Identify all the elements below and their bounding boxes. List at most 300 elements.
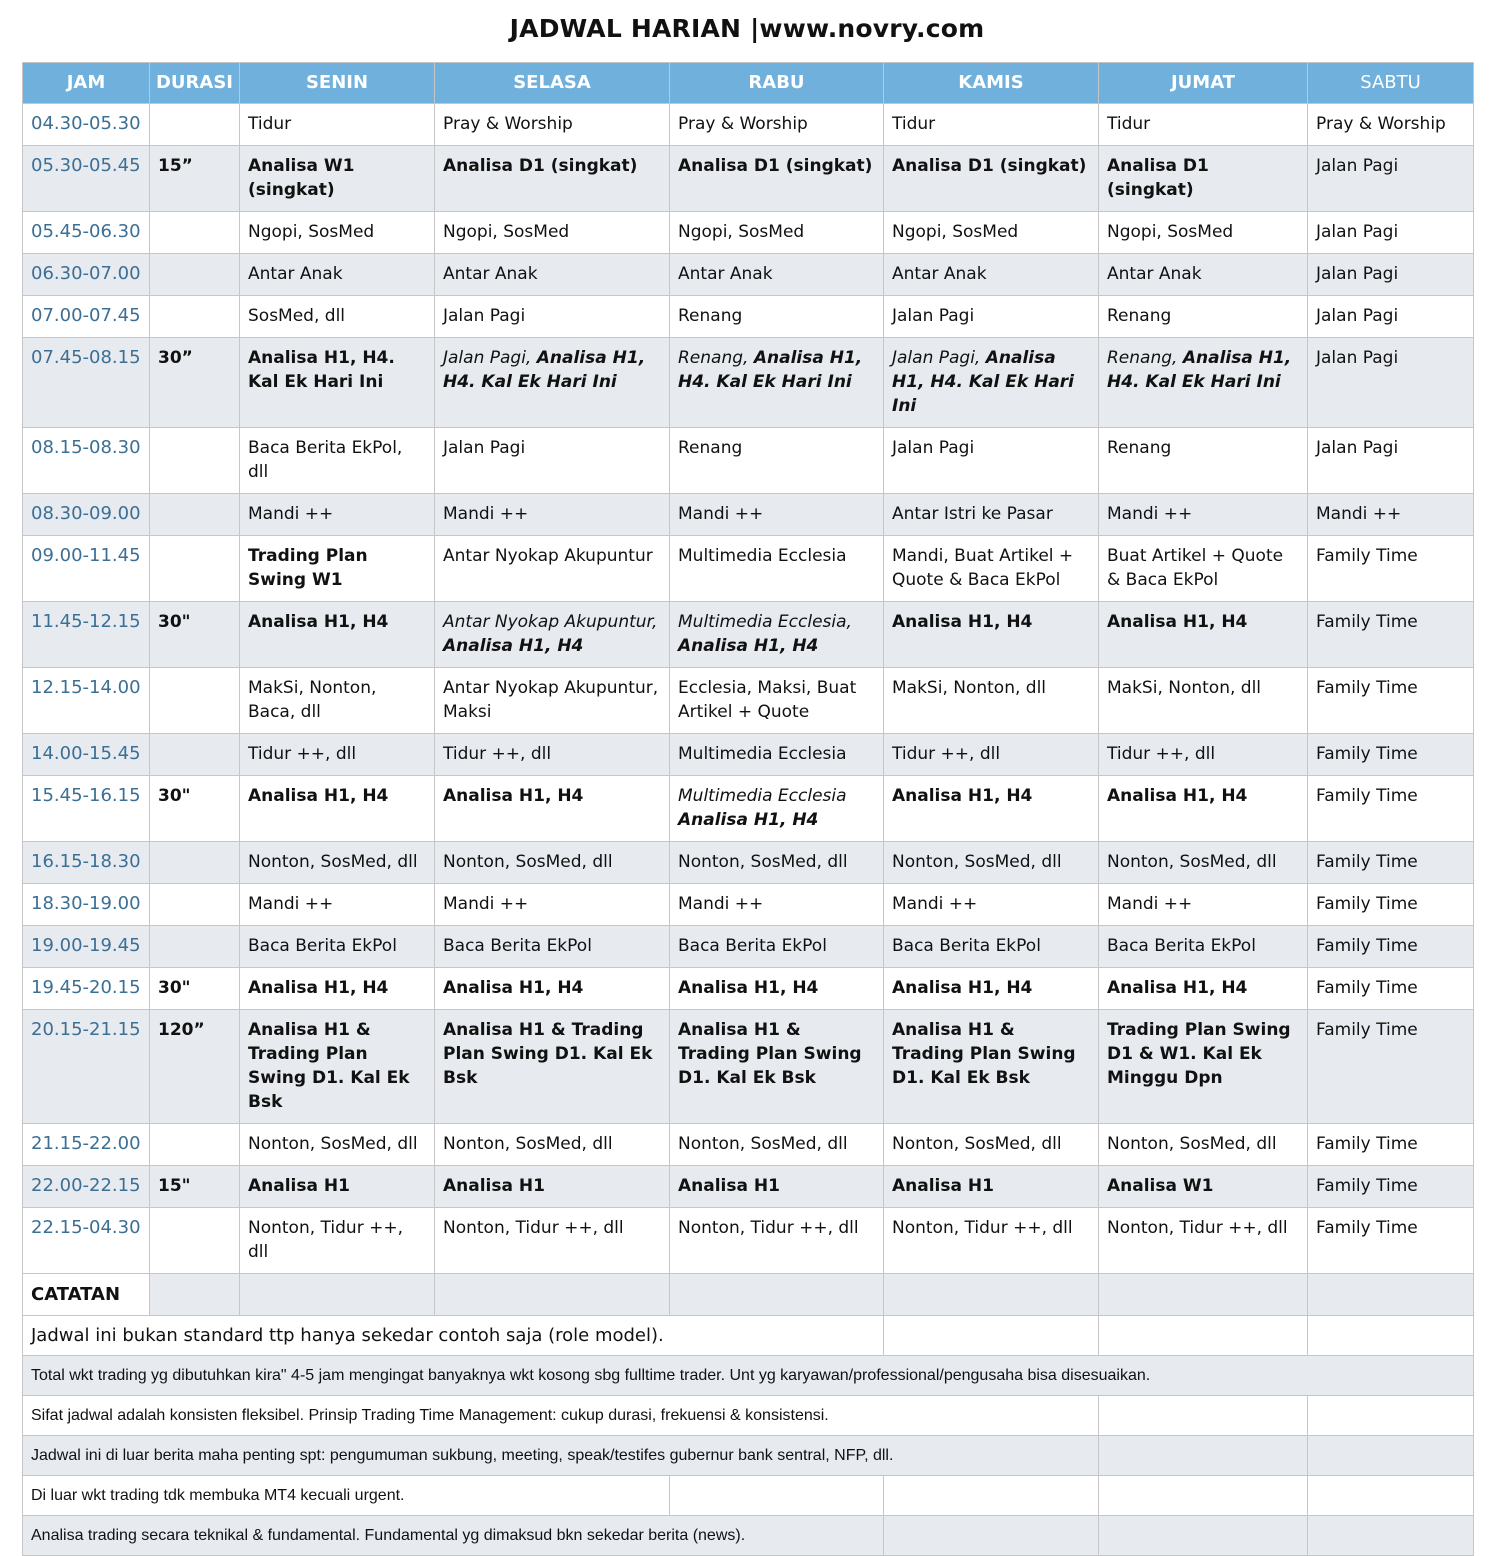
duration xyxy=(150,842,240,884)
activity-text: Jalan Pagi xyxy=(1316,264,1399,284)
activity-text: Trading Plan Swing W1 xyxy=(248,546,368,590)
activity-selasa xyxy=(435,104,670,146)
time-slot: 16.15-18.30 xyxy=(23,842,150,884)
activity-text: Nonton, Tidur ++, dll xyxy=(443,1218,624,1238)
note-row xyxy=(23,1316,1474,1356)
activity-text: Antar Anak xyxy=(892,264,987,284)
time-slot: 22.00-22.15 xyxy=(23,1166,150,1208)
col-header-jumat: JUMAT xyxy=(1099,63,1308,104)
activity-senin xyxy=(240,254,435,296)
activity-text: Renang xyxy=(1107,438,1172,458)
activity-rabu xyxy=(670,968,884,1010)
activity-jumat xyxy=(1099,494,1308,536)
activity-text: Family Time xyxy=(1316,1218,1418,1238)
activity-jumat xyxy=(1099,296,1308,338)
activity-selasa xyxy=(435,602,670,668)
activity-text: Analisa H1 xyxy=(892,1176,994,1196)
col-header-rabu: RABU xyxy=(670,63,884,104)
activity-sabtu xyxy=(1308,254,1474,296)
activity-kamis xyxy=(884,734,1099,776)
activity-kamis xyxy=(884,494,1099,536)
activity-text: Analisa H1, H4 xyxy=(248,612,389,632)
activity-senin xyxy=(240,1010,435,1124)
activity-text: Analisa H1, H4 xyxy=(443,786,584,806)
activity-senin xyxy=(240,296,435,338)
table-row xyxy=(23,494,1474,536)
activity-selasa xyxy=(435,494,670,536)
activity-text: Renang xyxy=(678,438,743,458)
activity-sabtu xyxy=(1308,926,1474,968)
col-header-jam: JAM xyxy=(23,63,150,104)
activity-jumat xyxy=(1099,212,1308,254)
activity-kamis xyxy=(884,428,1099,494)
activity-kamis xyxy=(884,1124,1099,1166)
activity-text: Antar Nyokap Akupuntur xyxy=(443,546,653,566)
activity-kamis xyxy=(884,212,1099,254)
note-text: Sifat jadwal adalah konsisten fleksibel. Prinsip Trading Time Management: cukup durasi, frekuensi & konsistensi. xyxy=(23,1396,1099,1436)
activity-text: Nonton, Tidur ++, dll xyxy=(248,1218,403,1262)
table-row xyxy=(23,1010,1474,1124)
activity-kamis xyxy=(884,338,1099,428)
activity-rabu xyxy=(670,104,884,146)
note-text: Jadwal ini di luar berita maha penting spt: pengumuman sukbung, meeting, speak/testifes gubernur bank sentral, NFP, dll. xyxy=(23,1436,1099,1476)
note-row xyxy=(23,1476,1474,1516)
catatan-row xyxy=(23,1274,1474,1316)
activity-text: Antar Anak xyxy=(678,264,773,284)
activity-rabu xyxy=(670,602,884,668)
activity-sabtu xyxy=(1308,734,1474,776)
activity-sabtu xyxy=(1308,146,1474,212)
activity-senin xyxy=(240,1124,435,1166)
table-row xyxy=(23,146,1474,212)
activity-sabtu xyxy=(1308,1124,1474,1166)
activity-selasa xyxy=(435,338,670,428)
duration xyxy=(150,104,240,146)
activity-text: Nonton, SosMed, dll xyxy=(678,1134,848,1154)
activity-text: SosMed, dll xyxy=(248,306,346,326)
empty-cell xyxy=(884,1516,1099,1556)
activity-text: Analisa D1 (singkat) xyxy=(443,156,638,176)
activity-selasa xyxy=(435,1010,670,1124)
empty-cell xyxy=(670,1476,884,1516)
activity-text: Antar Anak xyxy=(443,264,538,284)
activity-text: Jalan Pagi xyxy=(1316,156,1399,176)
activity-senin xyxy=(240,668,435,734)
time-slot: 04.30-05.30 xyxy=(23,104,150,146)
activity-jumat xyxy=(1099,842,1308,884)
activity-sabtu xyxy=(1308,1208,1474,1274)
activity-text: Analisa H1, H4. Kal Ek Hari Ini xyxy=(248,348,395,392)
activity-text: Renang, xyxy=(1107,348,1183,368)
table-row xyxy=(23,668,1474,734)
time-slot: 15.45-16.15 xyxy=(23,776,150,842)
activity-text: Jalan Pagi, xyxy=(892,348,986,368)
activity-text: Analisa H1 & Trading Plan Swing D1. Kal Ek Bsk xyxy=(678,1020,862,1088)
activity-senin xyxy=(240,104,435,146)
activity-sabtu xyxy=(1308,884,1474,926)
activity-text: MakSi, Nonton, dll xyxy=(1107,678,1262,698)
activity-text: Jalan Pagi xyxy=(892,306,975,326)
activity-text: Jalan Pagi xyxy=(1316,348,1399,368)
empty-cell xyxy=(435,1274,670,1316)
activity-jumat xyxy=(1099,1124,1308,1166)
activity-text: Mandi ++ xyxy=(248,504,334,524)
time-slot: 20.15-21.15 xyxy=(23,1010,150,1124)
schedule-table xyxy=(22,62,1474,1556)
duration xyxy=(150,494,240,536)
activity-text: Mandi, Buat Artikel + Quote & Baca EkPol xyxy=(892,546,1074,590)
activity-text: Analisa H1, H4. Kal Ek Hari Ini xyxy=(892,348,1075,416)
activity-text: Analisa H1, H4 xyxy=(443,636,584,656)
activity-jumat xyxy=(1099,338,1308,428)
table-row xyxy=(23,1124,1474,1166)
activity-senin xyxy=(240,926,435,968)
activity-kamis xyxy=(884,146,1099,212)
table-row xyxy=(23,1208,1474,1274)
activity-text: Family Time xyxy=(1316,612,1418,632)
activity-kamis xyxy=(884,668,1099,734)
activity-text: Analisa D1 (singkat) xyxy=(892,156,1087,176)
activity-text: Analisa H1, H4 xyxy=(678,978,819,998)
activity-text: Analisa H1 xyxy=(443,1176,545,1196)
activity-text: Mandi ++ xyxy=(678,894,764,914)
activity-text: Tidur xyxy=(248,114,292,134)
duration xyxy=(150,668,240,734)
empty-cell xyxy=(1099,1516,1308,1556)
activity-kamis xyxy=(884,296,1099,338)
activity-sabtu xyxy=(1308,1166,1474,1208)
activity-text: Multimedia Ecclesia, xyxy=(678,612,852,632)
activity-jumat xyxy=(1099,776,1308,842)
activity-text: Renang xyxy=(678,306,743,326)
activity-selasa xyxy=(435,1124,670,1166)
time-slot: 14.00-15.45 xyxy=(23,734,150,776)
activity-sabtu xyxy=(1308,842,1474,884)
activity-kamis xyxy=(884,1208,1099,1274)
activity-text: MakSi, Nonton, Baca, dll xyxy=(248,678,377,722)
activity-text: Analisa H1, H4 xyxy=(1107,978,1248,998)
activity-jumat xyxy=(1099,734,1308,776)
activity-text: Ngopi, SosMed xyxy=(443,222,570,242)
activity-selasa xyxy=(435,536,670,602)
time-slot: 12.15-14.00 xyxy=(23,668,150,734)
activity-jumat xyxy=(1099,968,1308,1010)
activity-kamis xyxy=(884,884,1099,926)
table-row xyxy=(23,536,1474,602)
activity-rabu xyxy=(670,296,884,338)
activity-selasa xyxy=(435,296,670,338)
note-text: Total wkt trading yg dibutuhkan kira" 4-5 jam mengingat banyaknya wkt kosong sbg fulltime trader. Unt yg karyawan/professional/pengusaha bisa disesuaikan. xyxy=(23,1356,1474,1396)
activity-text: Mandi ++ xyxy=(248,894,334,914)
activity-text: Analisa H1, H4 xyxy=(248,786,389,806)
activity-jumat xyxy=(1099,104,1308,146)
activity-kamis xyxy=(884,536,1099,602)
activity-sabtu xyxy=(1308,428,1474,494)
activity-text: Jalan Pagi xyxy=(443,438,526,458)
duration xyxy=(150,1124,240,1166)
activity-senin xyxy=(240,734,435,776)
activity-jumat xyxy=(1099,536,1308,602)
note-row xyxy=(23,1356,1474,1396)
activity-text: Analisa H1, H4 xyxy=(678,636,819,656)
activity-jumat xyxy=(1099,668,1308,734)
activity-sabtu xyxy=(1308,104,1474,146)
empty-cell xyxy=(1099,1274,1308,1316)
header-row xyxy=(23,63,1474,104)
activity-selasa xyxy=(435,884,670,926)
table-row xyxy=(23,968,1474,1010)
activity-senin xyxy=(240,842,435,884)
duration: 30" xyxy=(150,776,240,842)
activity-rabu xyxy=(670,668,884,734)
duration xyxy=(150,884,240,926)
time-slot: 05.30-05.45 xyxy=(23,146,150,212)
activity-text: Tidur xyxy=(892,114,936,134)
activity-text: Jalan Pagi xyxy=(1316,222,1399,242)
activity-text: Tidur ++, dll xyxy=(892,744,1001,764)
table-row xyxy=(23,254,1474,296)
activity-sabtu xyxy=(1308,494,1474,536)
activity-senin xyxy=(240,1166,435,1208)
activity-jumat xyxy=(1099,428,1308,494)
activity-text: Nonton, SosMed, dll xyxy=(678,852,848,872)
activity-text: Tidur ++, dll xyxy=(1107,744,1216,764)
activity-text: Family Time xyxy=(1316,1134,1418,1154)
activity-rabu xyxy=(670,1166,884,1208)
duration xyxy=(150,926,240,968)
activity-text: Antar Anak xyxy=(248,264,343,284)
activity-senin xyxy=(240,968,435,1010)
duration xyxy=(150,428,240,494)
duration xyxy=(150,536,240,602)
activity-text: Nonton, Tidur ++, dll xyxy=(678,1218,859,1238)
activity-text: Multimedia Ecclesia xyxy=(678,546,847,566)
activity-selasa xyxy=(435,1208,670,1274)
empty-cell xyxy=(1308,1396,1474,1436)
time-slot: 07.00-07.45 xyxy=(23,296,150,338)
empty-cell xyxy=(1099,1396,1308,1436)
activity-kamis xyxy=(884,968,1099,1010)
table-row xyxy=(23,602,1474,668)
activity-text: Analisa H1 & Trading Plan Swing D1. Kal Ek Bsk xyxy=(443,1020,653,1088)
empty-cell xyxy=(240,1274,435,1316)
activity-text: Nonton, SosMed, dll xyxy=(248,1134,418,1154)
activity-text: Jalan Pagi, xyxy=(443,348,537,368)
activity-text: Analisa H1, H4 xyxy=(892,786,1033,806)
col-header-durasi: DURASI xyxy=(150,63,240,104)
activity-rabu xyxy=(670,1208,884,1274)
activity-kamis xyxy=(884,104,1099,146)
empty-cell xyxy=(1308,1516,1474,1556)
activity-text: Analisa H1 & Trading Plan Swing D1. Kal Ek Bsk xyxy=(248,1020,410,1112)
activity-sabtu xyxy=(1308,296,1474,338)
activity-text: Analisa H1, H4. Kal Ek Hari Ini xyxy=(1107,348,1292,392)
activity-text: Analisa H1, H4. Kal Ek Hari Ini xyxy=(443,348,646,392)
activity-text: Family Time xyxy=(1316,786,1418,806)
duration: 30" xyxy=(150,602,240,668)
activity-text: Baca Berita EkPol xyxy=(892,936,1041,956)
activity-senin xyxy=(240,212,435,254)
time-slot: 19.45-20.15 xyxy=(23,968,150,1010)
empty-cell xyxy=(884,1274,1099,1316)
note-row xyxy=(23,1396,1474,1436)
table-row xyxy=(23,926,1474,968)
activity-rabu xyxy=(670,884,884,926)
activity-text: Family Time xyxy=(1316,894,1418,914)
activity-selasa xyxy=(435,146,670,212)
empty-cell xyxy=(150,1274,240,1316)
activity-selasa xyxy=(435,1166,670,1208)
activity-text: MakSi, Nonton, dll xyxy=(892,678,1047,698)
activity-selasa xyxy=(435,968,670,1010)
duration xyxy=(150,734,240,776)
activity-text: Baca Berita EkPol xyxy=(678,936,827,956)
activity-text: Pray & Worship xyxy=(1316,114,1446,134)
table-row xyxy=(23,104,1474,146)
table-row xyxy=(23,212,1474,254)
activity-text: Family Time xyxy=(1316,936,1418,956)
activity-kamis xyxy=(884,926,1099,968)
activity-text: Pray & Worship xyxy=(443,114,573,134)
activity-text: Ngopi, SosMed xyxy=(248,222,375,242)
activity-rabu xyxy=(670,428,884,494)
activity-text: Trading Plan Swing D1 & W1. Kal Ek Minggu Dpn xyxy=(1107,1020,1291,1088)
activity-text: Analisa H1, H4 xyxy=(1107,612,1248,632)
time-slot: 06.30-07.00 xyxy=(23,254,150,296)
activity-text: Antar Anak xyxy=(1107,264,1202,284)
duration xyxy=(150,1208,240,1274)
table-row xyxy=(23,734,1474,776)
activity-rabu xyxy=(670,842,884,884)
catatan-label: CATATAN xyxy=(23,1274,150,1316)
activity-text: Jalan Pagi xyxy=(892,438,975,458)
activity-text: Family Time xyxy=(1316,546,1418,566)
time-slot: 07.45-08.15 xyxy=(23,338,150,428)
schedule-body xyxy=(23,104,1474,1556)
activity-text: Family Time xyxy=(1316,978,1418,998)
activity-sabtu xyxy=(1308,776,1474,842)
col-header-kamis: KAMIS xyxy=(884,63,1099,104)
note-text: Di luar wkt trading tdk membuka MT4 kecuali urgent. xyxy=(23,1476,670,1516)
activity-text: Nonton, Tidur ++, dll xyxy=(892,1218,1073,1238)
activity-text: Baca Berita EkPol, dll xyxy=(248,438,403,482)
time-slot: 05.45-06.30 xyxy=(23,212,150,254)
activity-senin xyxy=(240,428,435,494)
activity-text: Analisa H1, H4 xyxy=(443,978,584,998)
activity-rabu xyxy=(670,776,884,842)
time-slot: 08.15-08.30 xyxy=(23,428,150,494)
page-title: JADWAL HARIAN |www.novry.com xyxy=(509,14,985,43)
duration: 120” xyxy=(150,1010,240,1124)
activity-text: Ngopi, SosMed xyxy=(892,222,1019,242)
activity-senin xyxy=(240,776,435,842)
activity-text: Renang xyxy=(1107,306,1172,326)
activity-text: Nonton, Tidur ++, dll xyxy=(1107,1218,1288,1238)
activity-selasa xyxy=(435,842,670,884)
activity-text: Jalan Pagi xyxy=(1316,306,1399,326)
activity-sabtu xyxy=(1308,212,1474,254)
activity-senin xyxy=(240,494,435,536)
activity-text: Nonton, SosMed, dll xyxy=(892,852,1062,872)
activity-text: Analisa H1, H4 xyxy=(248,978,389,998)
activity-text: Nonton, SosMed, dll xyxy=(1107,852,1277,872)
col-header-sabtu: SABTU xyxy=(1308,63,1474,104)
activity-sabtu xyxy=(1308,338,1474,428)
activity-text: Analisa H1, H4 xyxy=(892,978,1033,998)
activity-text: Analisa H1 xyxy=(248,1176,350,1196)
activity-senin xyxy=(240,602,435,668)
activity-senin xyxy=(240,536,435,602)
activity-text: Family Time xyxy=(1316,1176,1418,1196)
activity-jumat xyxy=(1099,1208,1308,1274)
activity-rabu xyxy=(670,926,884,968)
table-row xyxy=(23,776,1474,842)
activity-text: Analisa H1, H4. Kal Ek Hari Ini xyxy=(678,348,863,392)
activity-selasa xyxy=(435,212,670,254)
time-slot: 22.15-04.30 xyxy=(23,1208,150,1274)
activity-kamis xyxy=(884,254,1099,296)
activity-rabu xyxy=(670,212,884,254)
activity-text: Family Time xyxy=(1316,852,1418,872)
empty-cell xyxy=(884,1476,1099,1516)
activity-text: Jalan Pagi xyxy=(1316,438,1399,458)
activity-text: Analisa D1 (singkat) xyxy=(1107,156,1209,200)
duration: 15” xyxy=(150,146,240,212)
duration xyxy=(150,212,240,254)
table-row xyxy=(23,884,1474,926)
activity-selasa xyxy=(435,734,670,776)
activity-text: Mandi ++ xyxy=(1107,894,1193,914)
activity-jumat xyxy=(1099,254,1308,296)
activity-text: Baca Berita EkPol xyxy=(1107,936,1256,956)
activity-text: Analisa H1, H4 xyxy=(892,612,1033,632)
activity-text: Analisa H1 xyxy=(678,1176,780,1196)
table-row xyxy=(23,296,1474,338)
activity-text: Nonton, SosMed, dll xyxy=(443,1134,613,1154)
activity-jumat xyxy=(1099,1166,1308,1208)
activity-selasa xyxy=(435,254,670,296)
activity-text: Ngopi, SosMed xyxy=(1107,222,1234,242)
activity-senin xyxy=(240,146,435,212)
activity-text: Antar Nyokap Akupuntur, Maksi xyxy=(443,678,659,722)
activity-selasa xyxy=(435,668,670,734)
activity-text: Family Time xyxy=(1316,678,1418,698)
activity-selasa xyxy=(435,926,670,968)
activity-text: Analisa W1 xyxy=(1107,1176,1214,1196)
col-header-selasa: SELASA xyxy=(435,63,670,104)
activity-text: Mandi ++ xyxy=(443,504,529,524)
activity-selasa xyxy=(435,428,670,494)
duration xyxy=(150,254,240,296)
note-row xyxy=(23,1516,1474,1556)
note-text: Analisa trading secara teknikal & fundamental. Fundamental yg dimaksud bkn sekedar berita (news). xyxy=(23,1516,884,1556)
activity-text: Nonton, SosMed, dll xyxy=(248,852,418,872)
duration xyxy=(150,296,240,338)
activity-kamis xyxy=(884,842,1099,884)
activity-text: Ecclesia, Maksi, Buat Artikel + Quote xyxy=(678,678,857,722)
activity-sabtu xyxy=(1308,668,1474,734)
activity-text: Analisa H1 & Trading Plan Swing D1. Kal Ek Bsk xyxy=(892,1020,1076,1088)
activity-rabu xyxy=(670,1010,884,1124)
empty-cell xyxy=(884,1316,1099,1356)
empty-cell xyxy=(1308,1274,1474,1316)
activity-text: Tidur ++, dll xyxy=(248,744,357,764)
activity-text: Multimedia Ecclesia xyxy=(678,786,847,806)
activity-text: Baca Berita EkPol xyxy=(248,936,397,956)
duration: 15" xyxy=(150,1166,240,1208)
activity-senin xyxy=(240,884,435,926)
activity-sabtu xyxy=(1308,602,1474,668)
